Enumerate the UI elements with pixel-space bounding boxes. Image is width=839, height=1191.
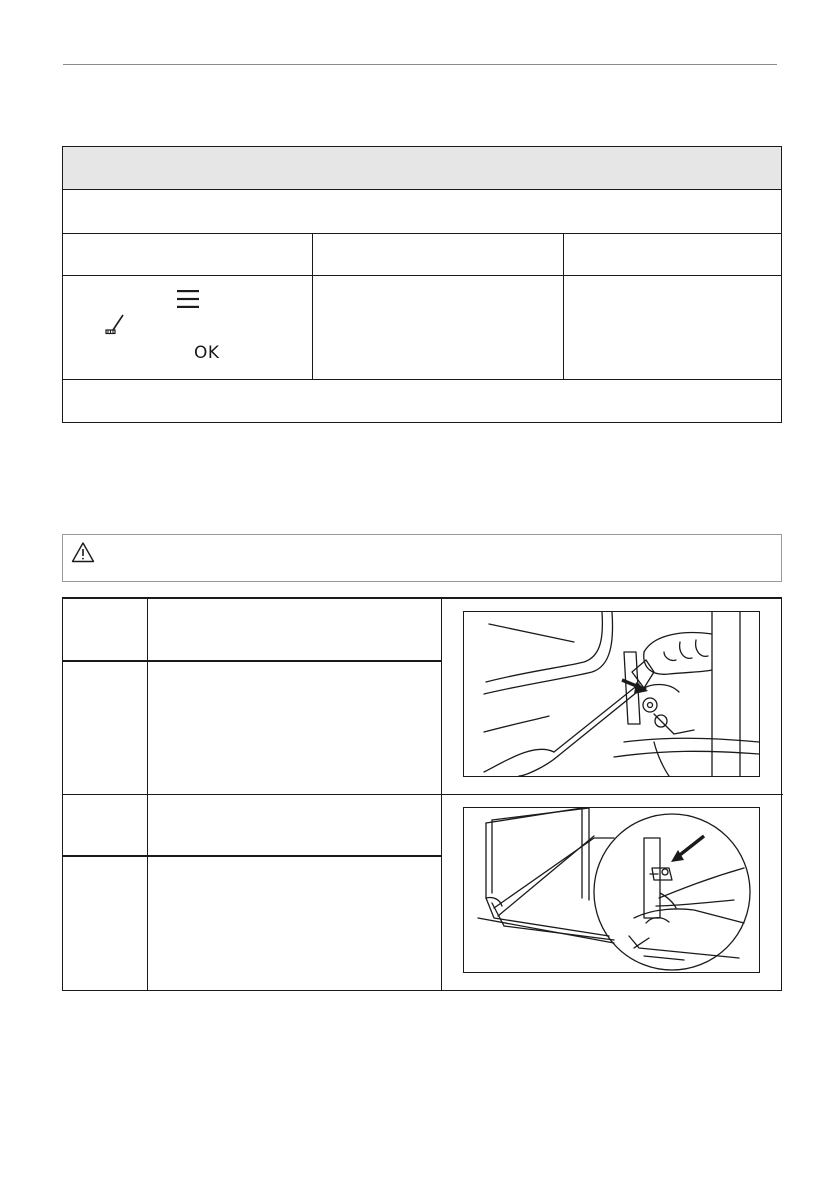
row-divider <box>63 379 781 380</box>
hinge-lock-detail-illustration <box>463 807 760 973</box>
column-divider <box>441 599 442 991</box>
column-divider <box>563 233 564 379</box>
row-divider <box>63 233 781 234</box>
table-header-row <box>63 147 781 190</box>
menu-icon <box>176 289 200 309</box>
column-divider <box>147 599 148 991</box>
step-number <box>70 672 140 692</box>
step-divider <box>63 794 783 795</box>
ok-label: OK <box>194 343 220 363</box>
step-number <box>70 806 140 826</box>
warning-box <box>62 534 782 582</box>
step-divider <box>63 660 442 662</box>
step-number <box>70 610 140 630</box>
step-number <box>70 868 140 888</box>
cleaning-brush-icon <box>104 312 126 336</box>
step-text <box>156 868 426 888</box>
header-rule <box>63 64 777 65</box>
door-hinge-unlock-illustration <box>463 611 760 777</box>
settings-table <box>62 146 782 423</box>
step-divider <box>63 855 442 857</box>
step-text <box>156 672 426 692</box>
column-divider <box>312 233 313 379</box>
warning-triangle-icon <box>71 541 95 563</box>
row-divider <box>63 275 781 276</box>
step-text <box>156 610 426 630</box>
hinge-screwdriver-drawing <box>464 612 759 776</box>
step-text <box>156 806 426 826</box>
hinge-lock-drawing <box>464 808 759 972</box>
